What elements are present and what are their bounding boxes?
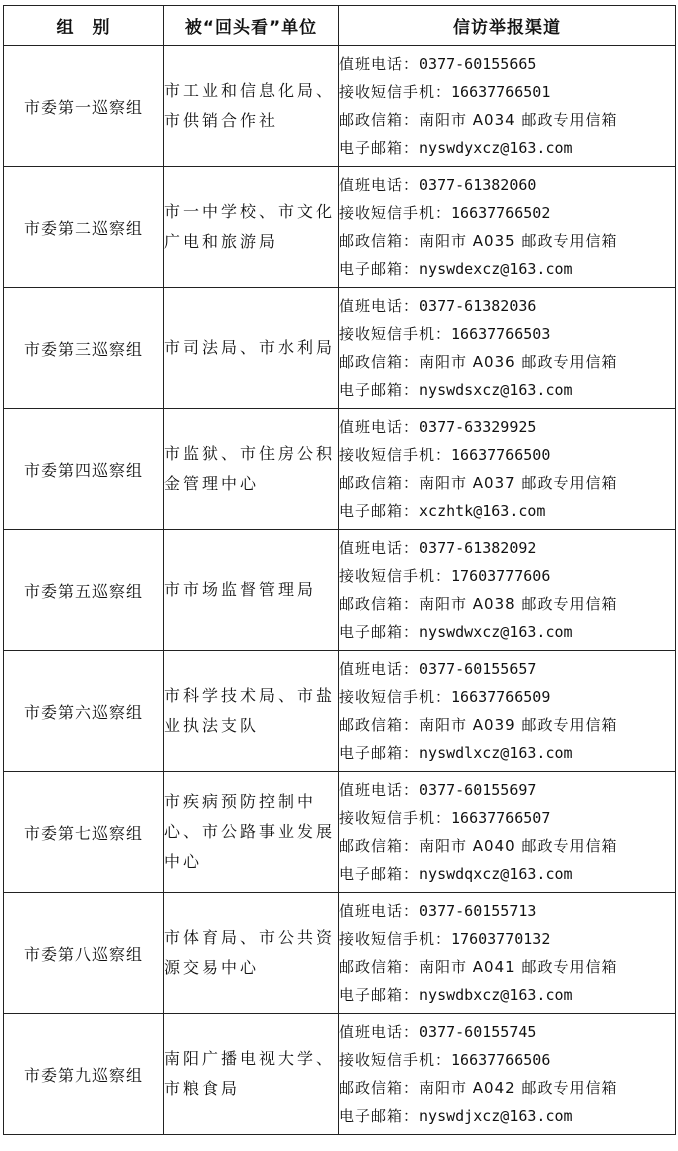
sms-phone-label: 接收短信手机：	[339, 567, 452, 585]
mail-box-label: 邮政信箱：	[339, 353, 420, 371]
email-label: 电子邮箱：	[339, 1107, 420, 1125]
unit-name-cell	[164, 530, 339, 651]
email-line	[339, 497, 675, 525]
mail-box-value: 南阳市 A035 邮政专用信箱	[419, 232, 618, 250]
sms-phone-label: 接收短信手机：	[339, 325, 452, 343]
duty-phone-value: 0377-63329925	[419, 418, 537, 436]
sms-phone-line	[339, 320, 675, 348]
table-row	[4, 288, 676, 409]
duty-phone-value: 0377-61382060	[419, 176, 537, 194]
unit-name-cell	[164, 651, 339, 772]
sms-phone-line	[339, 441, 675, 469]
duty-phone-label: 值班电话：	[339, 418, 420, 436]
table-row	[4, 530, 676, 651]
duty-phone-value: 0377-60155665	[419, 55, 537, 73]
table-row	[4, 893, 676, 1014]
unit-name: 市工业和信息化局、市供销合作社	[164, 81, 336, 130]
table-header	[4, 6, 676, 46]
group-name-cell	[4, 288, 164, 409]
email-value[interactable]: xczhtk@163.com	[419, 502, 546, 520]
sms-phone-line	[339, 683, 675, 711]
group-name-cell	[4, 530, 164, 651]
email-label: 电子邮箱：	[339, 986, 420, 1004]
channels-cell	[339, 772, 676, 893]
group-name: 市委第二巡察组	[23, 218, 143, 238]
header-row	[4, 6, 676, 46]
sms-phone-line	[339, 199, 675, 227]
email-label: 电子邮箱：	[339, 139, 420, 157]
email-value[interactable]: nyswdsxcz@163.com	[419, 381, 573, 399]
mail-box-line	[339, 469, 675, 497]
duty-phone-value: 0377-61382036	[419, 297, 537, 315]
sms-phone-value: 17603777606	[451, 567, 551, 585]
table-row	[4, 772, 676, 893]
duty-phone-label: 值班电话：	[339, 176, 420, 194]
unit-name: 市体育局、市公共资源交易中心	[164, 928, 336, 977]
duty-phone-label: 值班电话：	[339, 1023, 420, 1041]
duty-phone-line	[339, 171, 675, 199]
email-line	[339, 981, 675, 1009]
email-value[interactable]: nyswdjxcz@163.com	[419, 1107, 573, 1125]
mail-box-line	[339, 227, 675, 255]
group-name-cell	[4, 167, 164, 288]
email-value[interactable]: nyswdbxcz@163.com	[419, 986, 573, 1004]
email-value[interactable]: nyswdlxcz@163.com	[419, 744, 573, 762]
duty-phone-label: 值班电话：	[339, 781, 420, 799]
unit-name-cell	[164, 1014, 339, 1135]
sms-phone-value: 16637766501	[451, 83, 551, 101]
sms-phone-value: 17603770132	[451, 930, 551, 948]
duty-phone-line	[339, 897, 675, 925]
group-name: 市委第八巡察组	[23, 944, 143, 964]
unit-name: 市一中学校、市文化广电和旅游局	[164, 202, 336, 251]
group-name-cell	[4, 46, 164, 167]
sms-phone-line	[339, 925, 675, 953]
sms-phone-label: 接收短信手机：	[339, 1051, 452, 1069]
group-name-cell	[4, 772, 164, 893]
email-label: 电子邮箱：	[339, 260, 420, 278]
table-row	[4, 651, 676, 772]
channels-cell	[339, 167, 676, 288]
mail-box-line	[339, 348, 675, 376]
duty-phone-line	[339, 413, 675, 441]
channels-cell	[339, 893, 676, 1014]
table-row	[4, 1014, 676, 1135]
sms-phone-value: 16637766507	[451, 809, 551, 827]
sms-phone-value: 16637766509	[451, 688, 551, 706]
group-name-cell	[4, 1014, 164, 1135]
email-value[interactable]: nyswdqxcz@163.com	[419, 865, 573, 883]
sms-phone-line	[339, 1046, 675, 1074]
sms-phone-value: 16637766503	[451, 325, 551, 343]
sms-phone-label: 接收短信手机：	[339, 204, 452, 222]
sms-phone-line	[339, 804, 675, 832]
email-value[interactable]: nyswdwxcz@163.com	[419, 623, 573, 641]
email-label: 电子邮箱：	[339, 865, 420, 883]
mail-box-line	[339, 590, 675, 618]
duty-phone-label: 值班电话：	[339, 902, 420, 920]
mail-box-label: 邮政信箱：	[339, 837, 420, 855]
mail-box-label: 邮政信箱：	[339, 716, 420, 734]
group-name: 市委第九巡察组	[23, 1065, 143, 1085]
sms-phone-line	[339, 562, 675, 590]
email-line	[339, 1102, 675, 1130]
duty-phone-line	[339, 534, 675, 562]
duty-phone-label: 值班电话：	[339, 539, 420, 557]
group-name: 市委第一巡察组	[23, 97, 143, 117]
unit-name: 南阳广播电视大学、市粮食局	[164, 1049, 336, 1098]
mail-box-value: 南阳市 A034 邮政专用信箱	[419, 111, 618, 129]
email-line	[339, 134, 675, 162]
table-row	[4, 46, 676, 167]
group-name: 市委第七巡察组	[23, 823, 143, 843]
mail-box-value: 南阳市 A039 邮政专用信箱	[419, 716, 618, 734]
duty-phone-line	[339, 50, 675, 78]
duty-phone-label: 值班电话：	[339, 55, 420, 73]
unit-name: 市疾病预防控制中心、市公路事业发展中心	[164, 792, 336, 871]
duty-phone-line	[339, 776, 675, 804]
mail-box-line	[339, 1074, 675, 1102]
sms-phone-label: 接收短信手机：	[339, 809, 452, 827]
mail-box-label: 邮政信箱：	[339, 232, 420, 250]
email-line	[339, 739, 675, 767]
unit-name-cell	[164, 772, 339, 893]
channels-cell	[339, 288, 676, 409]
email-line	[339, 255, 675, 283]
unit-name-cell	[164, 893, 339, 1014]
mail-box-label: 邮政信箱：	[339, 1079, 420, 1097]
duty-phone-label: 值班电话：	[339, 297, 420, 315]
unit-name: 市监狱、市住房公积金管理中心	[164, 444, 336, 493]
sms-phone-value: 16637766500	[451, 446, 551, 464]
channels-cell	[339, 46, 676, 167]
sms-phone-line	[339, 78, 675, 106]
mail-box-line	[339, 106, 675, 134]
group-name: 市委第四巡察组	[23, 460, 143, 480]
unit-name-cell	[164, 288, 339, 409]
unit-name-cell	[164, 167, 339, 288]
email-label: 电子邮箱：	[339, 623, 420, 641]
channels-cell	[339, 1014, 676, 1135]
email-label: 电子邮箱：	[339, 502, 420, 520]
channels-cell	[339, 409, 676, 530]
group-name: 市委第六巡察组	[23, 702, 143, 722]
email-value[interactable]: nyswdyxcz@163.com	[419, 139, 573, 157]
email-label: 电子邮箱：	[339, 744, 420, 762]
channels-cell	[339, 530, 676, 651]
mail-box-label: 邮政信箱：	[339, 958, 420, 976]
sms-phone-label: 接收短信手机：	[339, 446, 452, 464]
duty-phone-value: 0377-60155745	[419, 1023, 537, 1041]
mail-box-label: 邮政信箱：	[339, 595, 420, 613]
duty-phone-value: 0377-60155713	[419, 902, 537, 920]
inspection-channels-table	[3, 5, 676, 1135]
duty-phone-value: 0377-60155657	[419, 660, 537, 678]
group-name-cell	[4, 651, 164, 772]
mail-box-value: 南阳市 A040 邮政专用信箱	[419, 837, 618, 855]
unit-name: 市司法局、市水利局	[164, 338, 336, 357]
duty-phone-value: 0377-61382092	[419, 539, 537, 557]
group-name-cell	[4, 893, 164, 1014]
email-value[interactable]: nyswdexcz@163.com	[419, 260, 573, 278]
mail-box-value: 南阳市 A042 邮政专用信箱	[419, 1079, 618, 1097]
header-group: 组 别	[4, 6, 164, 46]
mail-box-value: 南阳市 A037 邮政专用信箱	[419, 474, 618, 492]
unit-name: 市市场监督管理局	[164, 580, 317, 599]
duty-phone-line	[339, 655, 675, 683]
mail-box-value: 南阳市 A036 邮政专用信箱	[419, 353, 618, 371]
mail-box-value: 南阳市 A038 邮政专用信箱	[419, 595, 618, 613]
mail-box-label: 邮政信箱：	[339, 111, 420, 129]
mail-box-line	[339, 953, 675, 981]
mail-box-label: 邮政信箱：	[339, 474, 420, 492]
duty-phone-line	[339, 1018, 675, 1046]
header-channel: 信访举报渠道	[339, 6, 676, 46]
channels-cell	[339, 651, 676, 772]
header-unit: 被“回头看”单位	[164, 6, 339, 46]
group-name: 市委第五巡察组	[23, 581, 143, 601]
group-name: 市委第三巡察组	[23, 339, 143, 359]
unit-name: 市科学技术局、市盐业执法支队	[164, 686, 336, 735]
table-body	[4, 46, 676, 1135]
email-line	[339, 376, 675, 404]
sms-phone-value: 16637766506	[451, 1051, 551, 1069]
unit-name-cell	[164, 46, 339, 167]
mail-box-line	[339, 832, 675, 860]
unit-name-cell	[164, 409, 339, 530]
sms-phone-label: 接收短信手机：	[339, 688, 452, 706]
sms-phone-label: 接收短信手机：	[339, 930, 452, 948]
duty-phone-line	[339, 292, 675, 320]
email-line	[339, 860, 675, 888]
group-name-cell	[4, 409, 164, 530]
sms-phone-label: 接收短信手机：	[339, 83, 452, 101]
duty-phone-label: 值班电话：	[339, 660, 420, 678]
duty-phone-value: 0377-60155697	[419, 781, 537, 799]
mail-box-line	[339, 711, 675, 739]
email-label: 电子邮箱：	[339, 381, 420, 399]
table-row	[4, 167, 676, 288]
table-row	[4, 409, 676, 530]
email-line	[339, 618, 675, 646]
mail-box-value: 南阳市 A041 邮政专用信箱	[419, 958, 618, 976]
sms-phone-value: 16637766502	[451, 204, 551, 222]
